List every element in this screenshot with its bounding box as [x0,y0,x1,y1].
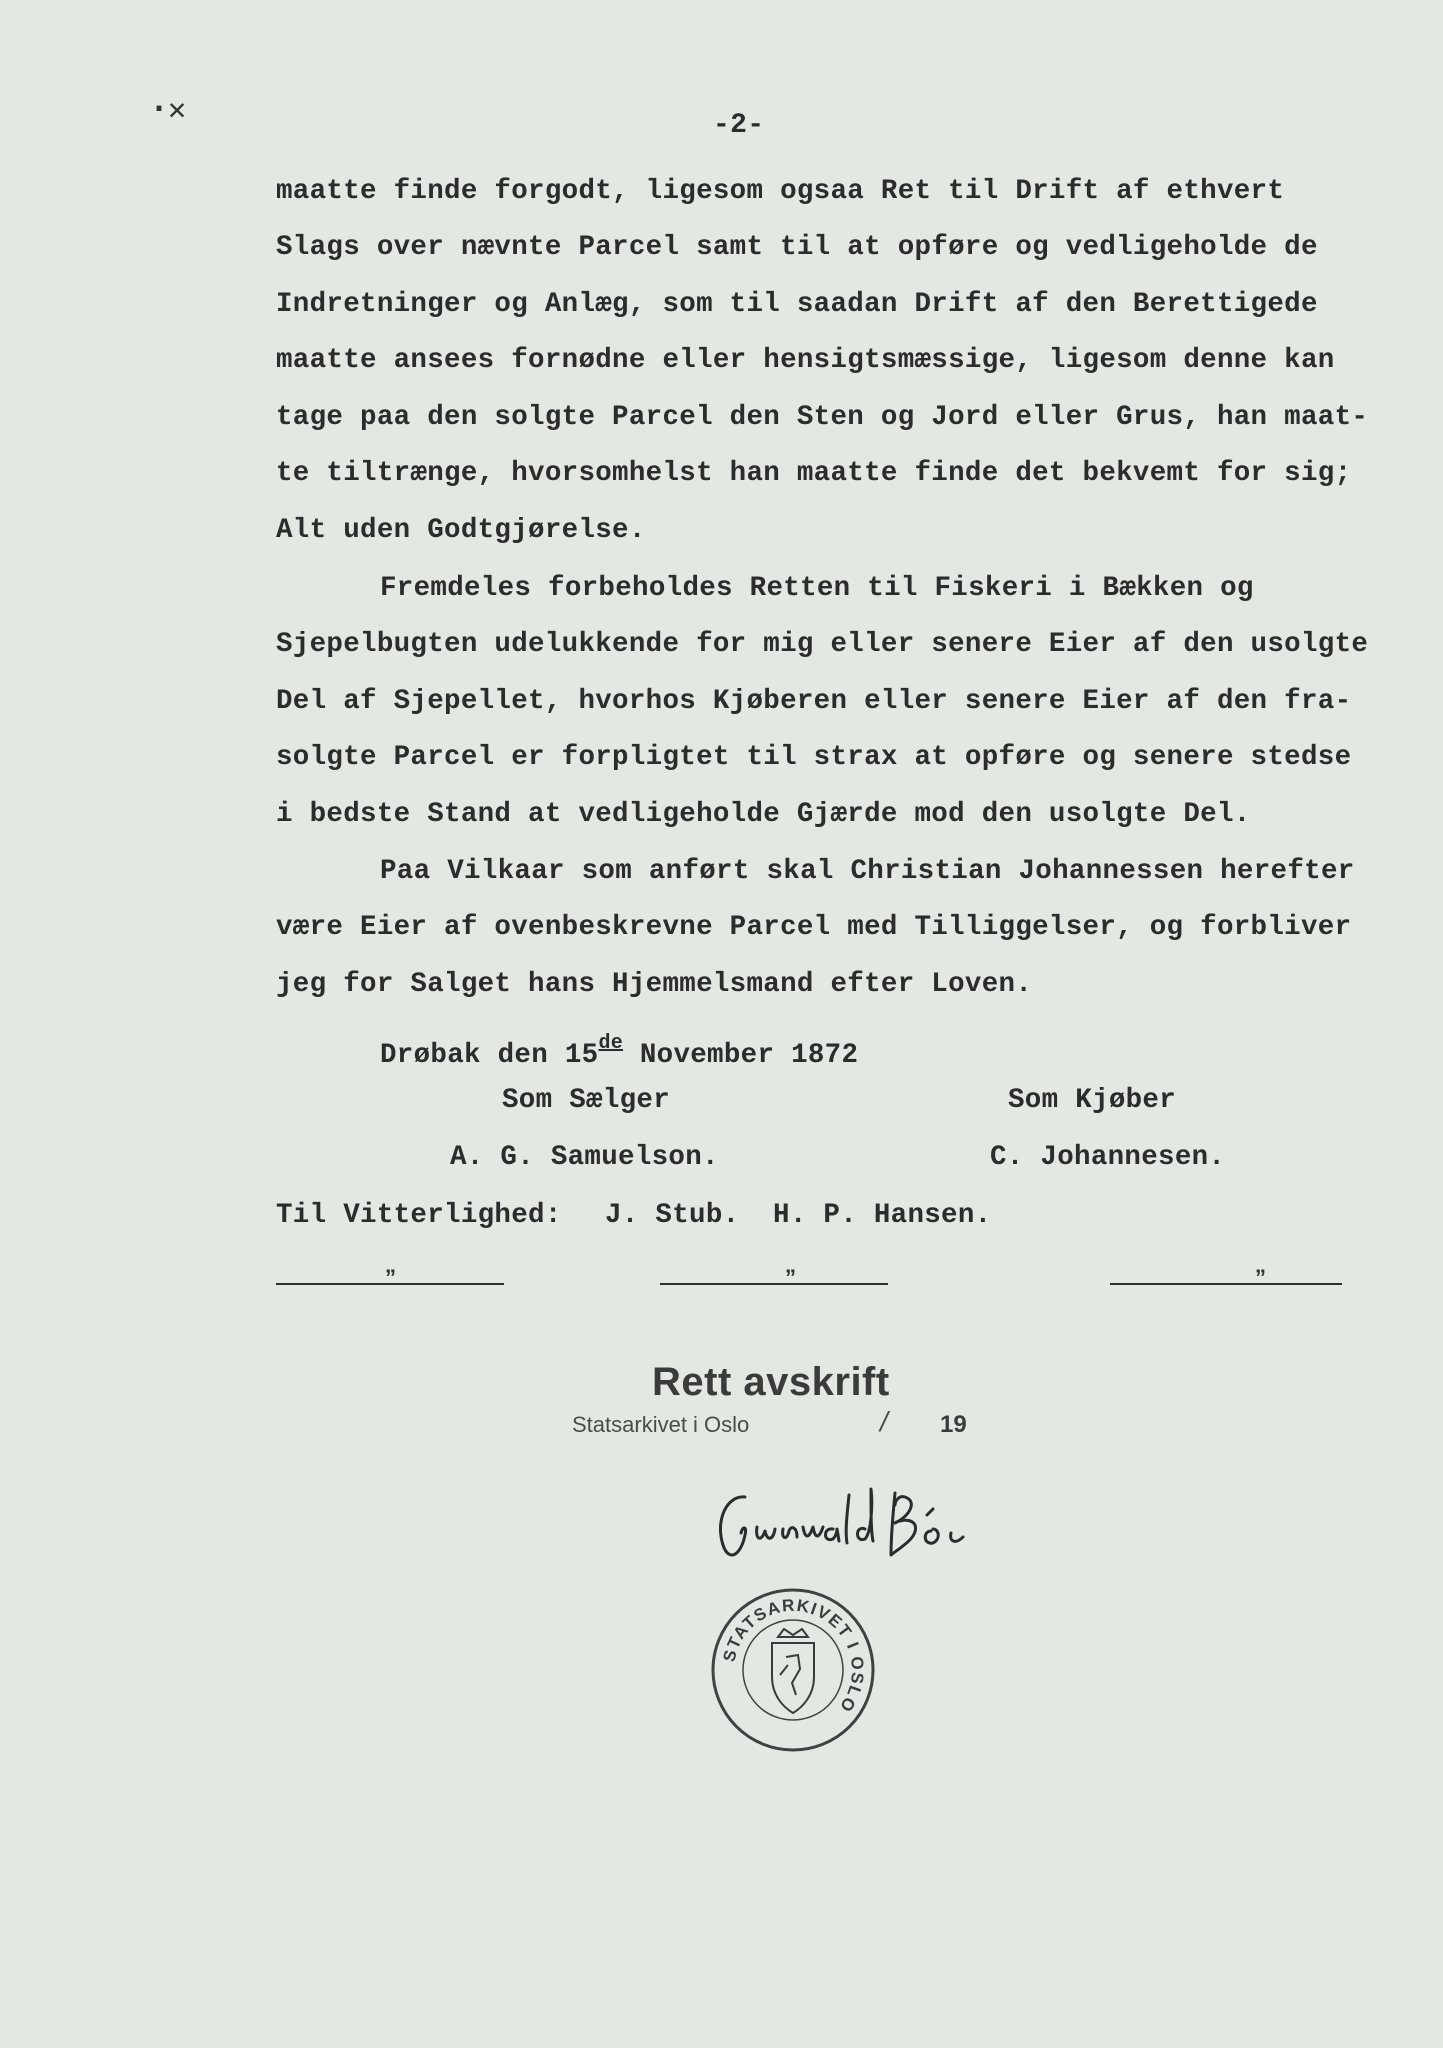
p1-line-1: maatte finde forgodt, ligesom ogsaa Ret til Drift af ethvert [276,176,1285,207]
ditto-mark-2: ” [785,1265,796,1290]
seller-role: Som Sælger [502,1085,671,1116]
date-rest: November 1872 [623,1040,859,1071]
rule-line-2 [660,1283,888,1285]
p1-line-6: te tiltrænge, hvorsomhelst han maatte finde det bekvemt for sig; [276,458,1352,489]
certification-archive: Statsarkivet i Oslo [572,1412,750,1437]
witness-names: J. Stub. H. P. Hansen. [605,1200,992,1231]
date-line [380,1027,858,1073]
p2-line-4: solgte Parcel er forpligtet til strax at opføre og senere stedse [276,742,1352,773]
p2-line-1: Fremdeles forbeholdes Retten til Fiskeri i Bækken og [380,573,1254,604]
p1-line-2: Slags over nævnte Parcel samt til at opføre og vedligeholde de [276,232,1318,263]
rule-line-3 [1110,1283,1342,1285]
margin-marks: ·✕ [150,92,187,127]
handwritten-signature [705,1475,1005,1585]
archive-seal [708,1585,878,1755]
p2-line-3: Del af Sjepellet, hvorhos Kjøberen eller senere Eier af den fra- [276,686,1352,717]
ditto-mark-1: ” [385,1265,396,1290]
p1-line-4: maatte ansees fornødne eller hensigtsmæssige, ligesom denne kan [276,345,1335,376]
witness-label: Til Vitterlighed: [276,1200,562,1231]
p3-line-3: jeg for Salget hans Hjemmelsmand efter Loven. [276,969,1033,1000]
p3-line-1: Paa Vilkaar som anført skal Christian Johannessen herefter [380,856,1355,887]
p3-line-2: være Eier af ovenbeskrevne Parcel med Tilliggelser, og forbliver [276,912,1352,943]
svg-text:STATSARKIVET I OSLO: STATSARKIVET I OSLO [719,1595,868,1717]
p2-line-2: Sjepelbugten udelukkende for mig eller senere Eier af den usolgte [276,629,1369,660]
ditto-mark-3: ” [1255,1265,1266,1290]
certification-year: 19 [940,1411,967,1438]
certification-day-mark: / [880,1406,888,1437]
date-superscript: de [598,1032,624,1055]
p2-line-5: i bedste Stand at vedligeholde Gjærde mod den usolgte Del. [276,799,1251,830]
page-number: -2- [713,110,765,141]
p1-line-3: Indretninger og Anlæg, som til saadan Drift af den Berettigede [276,289,1318,320]
p1-line-5: tage paa den solgte Parcel den Sten og Jord eller Grus, han maat- [276,402,1369,433]
buyer-role: Som Kjøber [1008,1085,1177,1116]
seller-name: A. G. Samuelson. [450,1142,719,1173]
date-place: Drøbak den 15 [380,1040,599,1071]
certification-title: Rett avskrift [652,1360,890,1404]
buyer-name: C. Johannesen. [990,1142,1226,1173]
p1-line-7: Alt uden Godtgjørelse. [276,515,646,546]
